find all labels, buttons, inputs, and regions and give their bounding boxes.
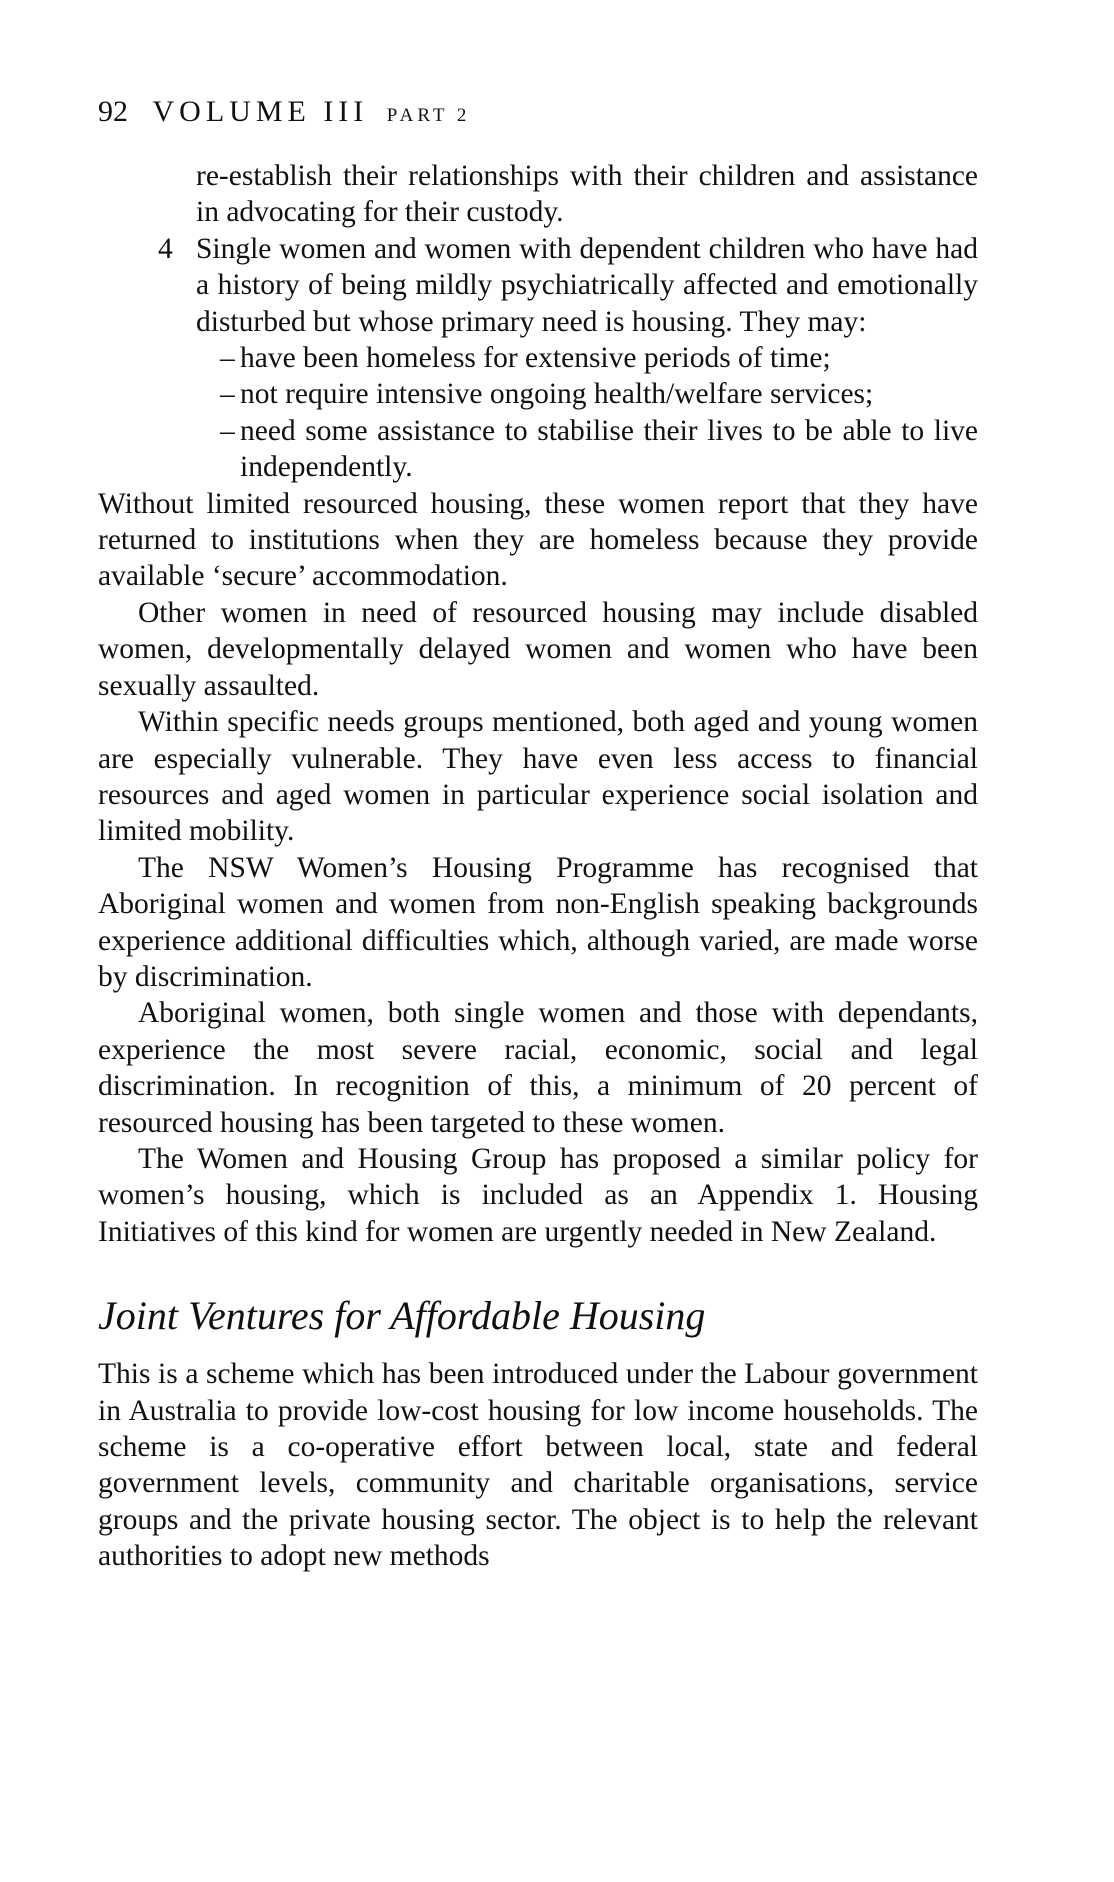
list-item-continuation: re-establish their relationships with their children and assistance in advocating for their custody.	[196, 160, 978, 229]
dash-item-text: have been homeless for extensive periods of time;	[240, 342, 831, 375]
dash-marker: –	[220, 342, 235, 375]
dash-item-3	[98, 413, 978, 486]
part-label: PART 2	[386, 105, 471, 126]
dash-item-text: need some assistance to stabilise their lives to be able to live independently.	[240, 414, 978, 484]
paragraph-1: Without limited resourced housing, these women report that they have returned to institutions when they are homeless because they provide available ‘secure’ accommodation.	[98, 487, 978, 593]
page-number: 92	[98, 95, 128, 128]
paragraph-5: Aboriginal women, both single women and those with dependants, experience the most severe racial, economic, social and legal discrimination. In recognition of this, a minimum of 20 percent of resourced housing has been targeted to these women.	[98, 997, 978, 1139]
paragraph-4: The NSW Women’s Housing Programme has recognised that Aboriginal women and women from non-English speaking backgrounds experience additional difficulties which, although varied, are made worse by discrimination.	[98, 851, 978, 993]
section-heading: Joint Ventures for Affordable Housing	[98, 1293, 706, 1339]
dash-item-2	[98, 376, 978, 412]
paragraph-7: This is a scheme which has been introduced under the Labour government in Australia to provide low-cost housing for low income households. The scheme is a co-operative effort between local, state and federal government levels, community and charitable organisations, service groups and the private housing sector. The object is to help the relevant authorities to adopt new methods	[98, 1358, 978, 1573]
body-text	[98, 158, 978, 1575]
dash-marker: –	[220, 414, 235, 447]
dash-item-1	[98, 340, 978, 376]
list-number: 4	[158, 232, 173, 265]
list-item-4	[98, 231, 978, 340]
list-item-text: Single women and women with dependent children who have had a history of being mildly psychiatrically affected and emotionally disturbed but whose primary need is housing. They may:	[196, 232, 978, 338]
running-head	[98, 94, 470, 134]
paragraph-3: Within specific needs groups mentioned, both aged and young women are especially vulnerable. They have even less access to financial resources and aged women in particular experience social isolation and limited mobility.	[98, 706, 978, 848]
paragraph-6: The Women and Housing Group has proposed a similar policy for women’s housing, which is included as an Appendix 1. Housing Initiatives of this kind for women are urgently needed in New Zealand.	[98, 1142, 978, 1248]
volume-label: VOLUME III	[152, 95, 369, 128]
dash-marker: –	[220, 378, 235, 411]
paragraph-2: Other women in need of resourced housing may include disabled women, developmentally delayed women and women who have been sexually assaulted.	[98, 596, 978, 702]
dash-item-text: not require intensive ongoing health/welfare services;	[240, 378, 874, 411]
